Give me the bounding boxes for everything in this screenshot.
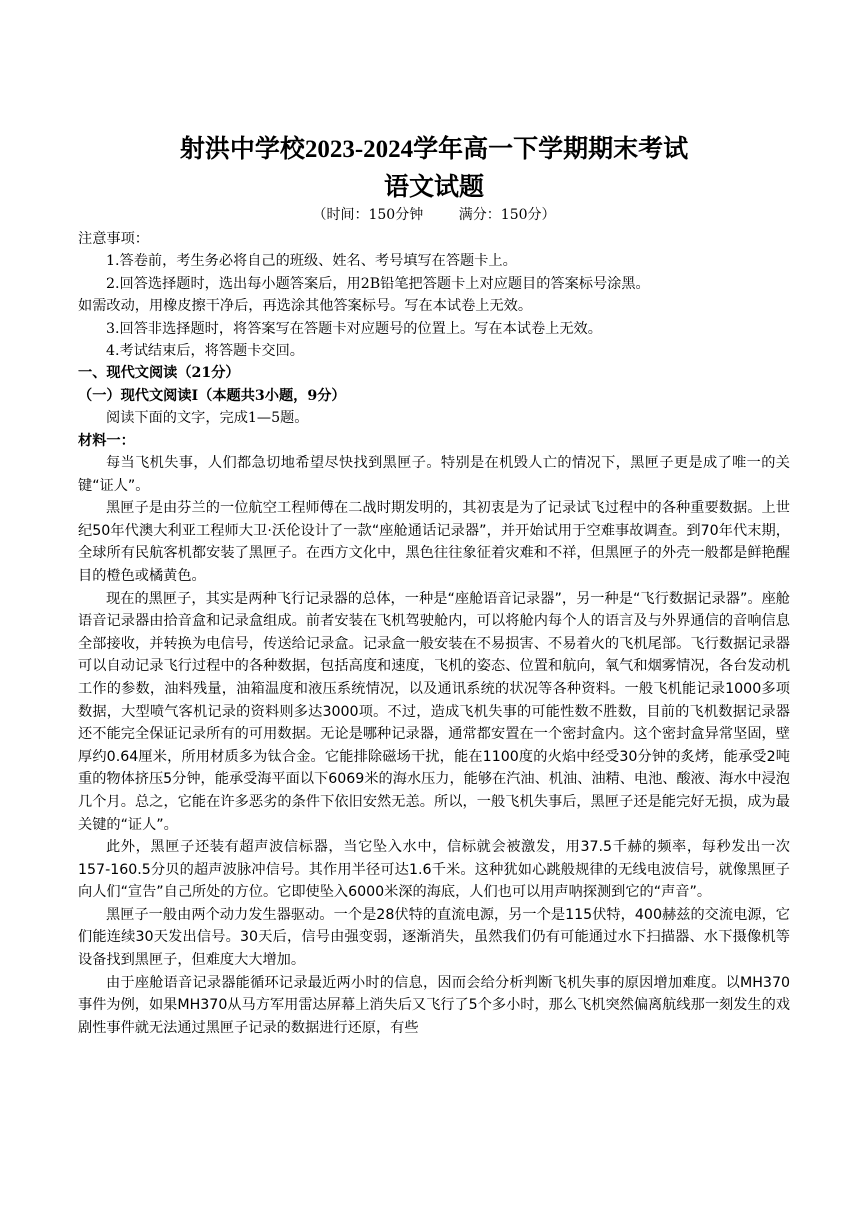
section-heading: 一、现代文阅读（21分） (78, 365, 240, 382)
notice-item: 4.考试结束后，将答题卡交回。 (106, 343, 304, 360)
notice-item-continuation: 如需改动，用橡皮擦干净后，再选涂其他答案标号。写在本试卷上无效。 (78, 298, 533, 315)
reading-instruction: 阅读下面的文字，完成1—5题。 (106, 410, 309, 427)
paragraph: 每当飞机失事，人们都急切地希望尽快找到黑匣子。特别是在机毁人亡的情况下，黑匣子更是成了唯一的关键“证人”。 (78, 455, 790, 494)
notice-item: 3.回答非选择题时，将答案写在答题卡对应题号的位置上。写在本试卷上无效。 (106, 320, 602, 337)
paragraph: 黑匣子一般由两个动力发生器驱动。一个是28伏特的直流电源，另一个是115伏特，400赫兹的交流电源，它们能连续30天发出信号。30天后，信号由强变弱，逐渐消失，虽然我们仍有可能通过水下扫描器、水下摄像机等设备找到黑匣子，但难度大大增加。 (78, 906, 790, 969)
paragraph: 黑匣子是由芬兰的一位航空工程师傅在二战时期发明的，其初衷是为了记录试飞过程中的各种重要数据。上世纪50年代澳大利亚工程师大卫·沃伦设计了一款“座舱通话记录器”，并开始试用于空难事故调查。到70年代末期，全球所有民航客机都安装了黑匣子。在西方文化中，黑色往往象征着灾难和不祥，但黑匣子的外壳一般都是鲜艳醒目的橙色或橘黄色。 (78, 500, 790, 584)
material-label: 材料一： (78, 432, 135, 449)
notice-item: 1.答卷前，考生务必将自己的班级、姓名、考号填写在答题卡上。 (106, 253, 517, 270)
notice-item: 2.回答选择题时，选出每小题答案后，用2B铅笔把答题卡上对应题目的答案标号涂黑。 (106, 275, 650, 292)
paragraph: 现在的黑匣子，其实是两种飞行记录器的总体，一种是“座舱语音记录器”，另一种是“飞行数据记录器”。座舱语音记录器由拾音盒和记录盒组成。前者安装在飞机驾驶舱内，可以将舱内每个人的语言及与外界通信的音响信息全部接收，并转换为电信号，传送给记录盒。记录盒一般安装在不易损害、不易着火的飞机尾部。飞行数据记录器可以自动记录飞行过程中的各种数据，包括高度和速度，飞机的姿态、位置和航向，氧气和烟雾情况，各台发动机工作的参数，油料残量，油箱温度和液压系统情况，以及通讯系统的状况等各种资料。一般飞机能记录1000多项数据，大型喷气客机记录的资料则多达3000项。不过，造成飞机失事的可能性数不胜数，目前的飞机数据记录器还不能完全保证记录所有的可用数据。无论是哪种记录器，通常都安置在一个密封盒内。这个密封盒异常坚固，壁厚约0.64厘米，所用材质多为钛合金。它能排除磁场干扰，能在1100度的火焰中经受30分钟的炙烤，能承受2吨重的物体挤压5分钟，能承受海平面以下6069米的海水压力，能够在汽油、机油、油精、电池、酸液、海水中浸泡几个月。总之，它能在许多恶劣的条件下依旧安然无恙。所以，一般飞机失事后，黑匣子还是能完好无损，成为最关键的“证人”。 (78, 590, 790, 833)
paragraph: 此外，黑匣子还装有超声波信标器，当它坠入水中，信标就会被激发，用37.5千赫的频率，每秒发出一次157-160.5分贝的超声波脉冲信号。其作用半径可达1.6千米。这种犹如心跳般规律的无线电波信号，就像黑匣子向人们“宣告”自己所处的方位。它即使坠入6000米深的海底，人们也可以用声呐探测到它的“声音”。 (78, 839, 790, 901)
material-one-text (78, 452, 790, 1039)
exam-time-score: （时间：150分钟 满分：150分） (312, 207, 556, 223)
notice-heading: 注意事项： (78, 231, 149, 247)
exam-subject-title: 语文试题 (383, 174, 484, 201)
exam-title: 射洪中学校2023-2024学年高一下学期期末考试 (179, 136, 689, 163)
paragraph: 由于座舱语音记录器能循环记录最近两小时的信息，因而会给分析判断飞机失事的原因增加难度。以MH370事件为例，如果MH370从马方军用雷达屏幕上消失后又飞行了5个多小时，那么飞机突然偏离航线那一刻发生的戏剧性事件就无法通过黑匣子记录的数据进行还原，有些 (78, 974, 790, 1036)
notice-block (78, 228, 790, 452)
subsection-heading: （一）现代文阅读Ⅰ（本题共3小题，9分） (78, 387, 346, 404)
